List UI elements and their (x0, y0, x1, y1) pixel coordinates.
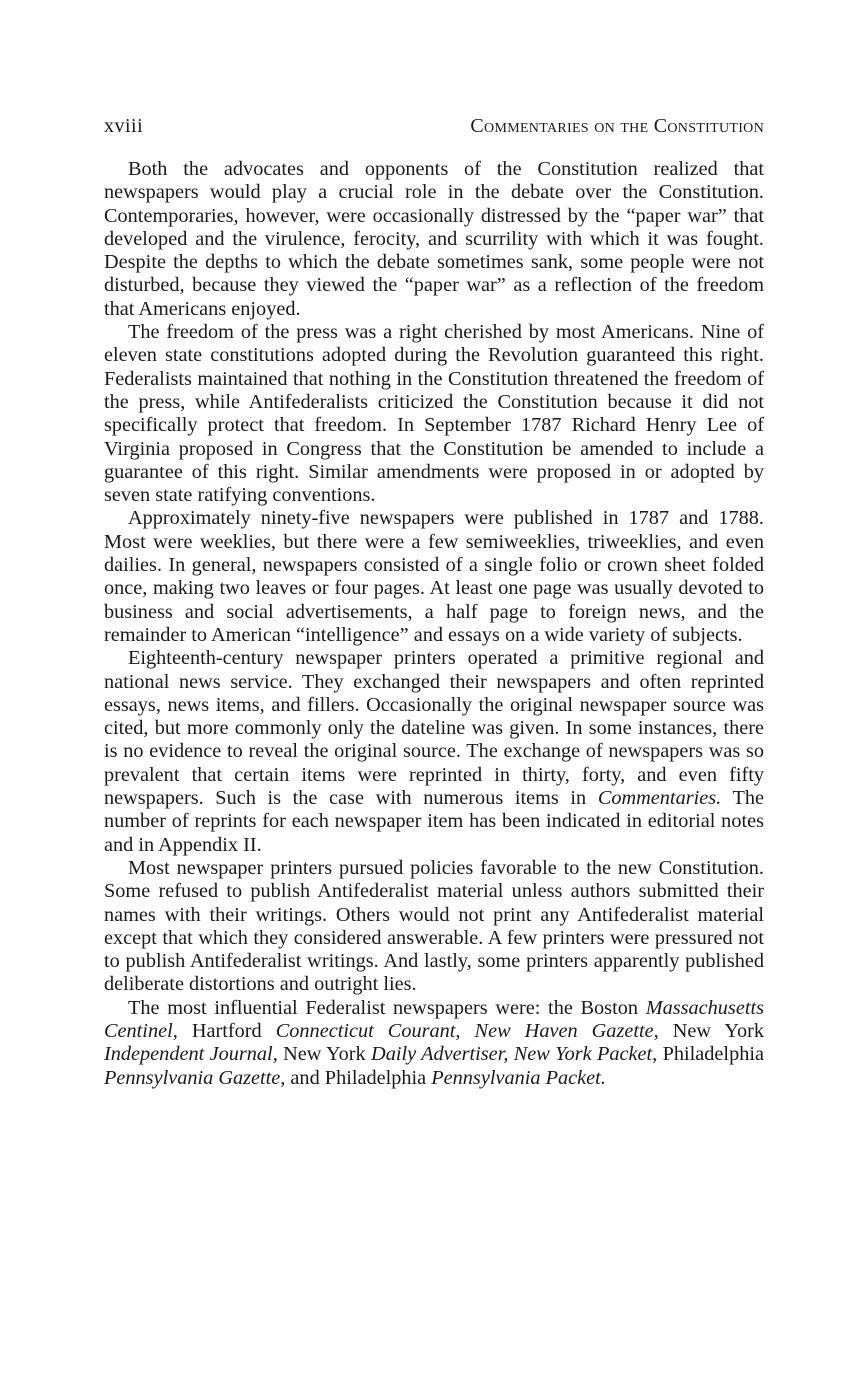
paragraph-news-service (104, 647, 764, 857)
paragraph-text: The most influential Federalist newspapers were: the Boston (128, 996, 646, 1019)
paragraph-printer-policies: Most newspaper printers pursued policies favorable to the new Constitution. Some refused to publish Antifederalist material unless authors submitted their names with their writings. Others would not print any Antifederalist material except that which they considered answerable. A few printers were pressured not to publish Antifederalist writings. And lastly, some printers apparently published deliberate distortions and outright lies. (104, 856, 764, 996)
paragraph-federalist-newspapers (104, 997, 764, 1090)
paragraph-freedom-of-press: The freedom of the press was a right cherished by most Americans. Nine of eleven state constitutions adopted during the Revolution guaranteed this right. Federalists maintained that nothing in the Constitution threatened the freedom of the press, while Antifederalists criticized the Constitution because it did not specifically protect that freedom. In September 1787 Richard Henry Lee of Virginia proposed in Congress that the Constitution be amended to include a guarantee of this right. Similar amendments were proposed in or adopted by seven state ratifying conventions. (104, 321, 764, 507)
paragraph-text: New York (658, 1019, 764, 1042)
italic-title: Commentaries. (597, 787, 722, 810)
paragraph-text: The number of reprints for each newspaper item has been indicated in editorial notes and in Appendix II. (104, 787, 764, 856)
page-number: xviii (104, 115, 144, 137)
paragraph-newspaper-count: Approximately ninety-five newspapers were published in 1787 and 1788. Most were weeklies, but there were a few semiweeklies, triweeklies, and even dailies. In general, newspapers consisted of a single folio or crown sheet folded once, making two leaves or four pages. At least one page was usually devoted to business and social advertisements, a half page to foreign news, and the remainder to American “intelligence” and essays on a wide variety of subjects. (104, 507, 764, 646)
paragraph-text: New York (277, 1043, 372, 1066)
paragraph-text: and Philadelphia (285, 1066, 432, 1089)
italic-title: Connecticut Courant, New Haven Gazette, (275, 1019, 659, 1042)
paragraph-text: Eighteenth-century newspaper printers operated a primitive regional and national news service. They exchanged their newspapers and often reprinted essays, news items, and fillers. Occasionally the original newspaper source was cited, but more commonly only the dateline was given. In some instances, there is no evidence to reveal the original source. The exchange of newspapers was so prevalent that certain items were reprinted in thirty, forty, and even fifty newspapers. Such is the case with numerous items in (104, 647, 764, 810)
italic-title: Daily Advertiser, New York Packet, (371, 1043, 658, 1066)
paragraph-text: Hartford (177, 1019, 276, 1042)
italic-title: Independent Journal, (104, 1043, 278, 1066)
running-title: Commentaries on the Constitution (470, 115, 764, 137)
paragraph-text: Philadelphia (657, 1043, 764, 1066)
paragraph-newspaper-role: Both the advocates and opponents of the Constitution realized that newspapers would play a crucial role in the debate over the Constitution. Contemporaries, however, were occasionally distressed by the “paper war” that developed and the virulence, ferocity, and scurrility with which it was fought. Despite the depths to which the debate sometimes sank, some people were not disturbed, because they viewed the “paper war” as a reflection of the freedom that Americans enjoyed. (104, 158, 764, 320)
italic-title: Massachusetts Centinel, (104, 996, 764, 1042)
italic-title: Pennsylvania Packet. (431, 1066, 606, 1089)
body-text (104, 158, 764, 1090)
running-head (104, 114, 764, 138)
italic-title: Pennsylvania Gazette, (104, 1066, 286, 1089)
